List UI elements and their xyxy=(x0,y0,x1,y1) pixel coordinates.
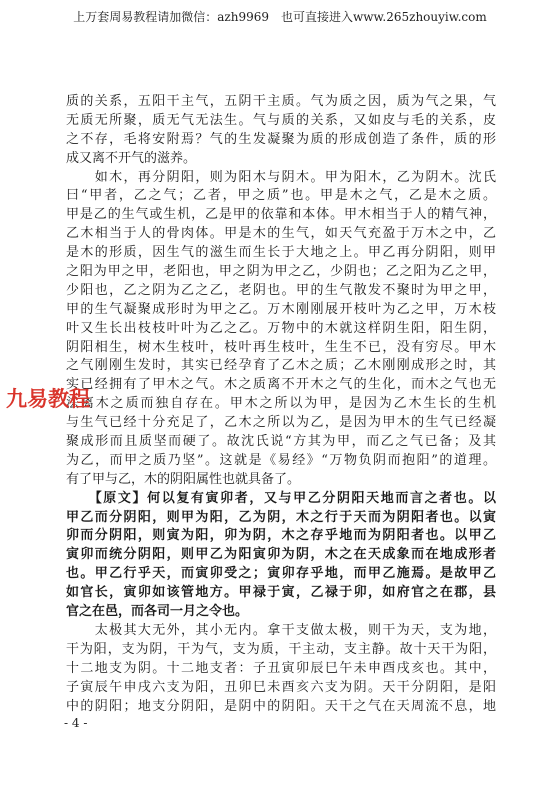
text-line: 中的阴阳；地支分阴阳，是阴中的阴阳。天干之气在天周流不息，地 xyxy=(66,698,496,714)
text-line: 甲的生气凝聚成形时为甲之乙。万木刚刚展开枝叶为乙之甲，万木枝 xyxy=(66,301,496,317)
text-line: 甲是乙的生气或生机，乙是甲的依靠和本体。甲木相当于人的精气神， xyxy=(66,207,496,223)
text-line: 子寅辰午申戌六支为阳，丑卯巳未酉亥六支为阴。天干分阴阳，是阳 xyxy=(66,679,496,695)
text-line: 十二地支为阴。十二地支者：子丑寅卯辰巳午未申酉戌亥也。其中， xyxy=(66,660,496,676)
text-line: 之不存，毛将安附焉？气的生发凝聚为质的形成创造了条件，质的形 xyxy=(66,131,496,147)
text-line: 干为阳，支为阴，干为气，支为质，干主动，支主静。故十天干为阳， xyxy=(66,641,496,657)
text-line: 太极其大无外，其小无内。拿干支做太极，则干为天，支为地， xyxy=(66,622,496,638)
text-line: 实已经拥有了甲木之气。木之质离不开木之气的生化，而木之气也无 xyxy=(66,377,496,393)
text-line: 法离木之质而独自存在。甲木之所以为甲，是因为乙木生长的生机 xyxy=(66,396,496,412)
text-line: 之气刚刚生发时，其实已经孕育了乙木之质；乙木刚刚成形之时，其 xyxy=(66,358,496,374)
text-line: 聚成形而且质坚而硬了。故沈氏说“方其为甲，而乙之气已备；及其 xyxy=(66,434,496,450)
text-line: 成又离不开气的滋养。 xyxy=(66,150,197,166)
page-number: - 4 - xyxy=(64,716,88,730)
original-text-block xyxy=(66,490,496,622)
text-line: 是木的形质，因生气的滋生而生长于大地之上。甲乙再分阴阳，则甲 xyxy=(66,245,496,261)
text-line: 曰“甲者，乙之气；乙者，甲之质”也。甲是木之气，乙是木之质。 xyxy=(66,188,496,204)
text-line: 甲乙而分阴阳，则甲为阳，乙为阴，木之行于天而为阴阳者也。以寅 xyxy=(66,509,496,525)
text-line: 寅卯而统分阴阳，则甲乙为阳寅卯为阴，木之在天成象而在地成形者 xyxy=(66,547,496,563)
text-line: 【原文】何以复有寅卯者，又与甲乙分阴阳天地而言之者也。以 xyxy=(66,490,496,506)
text-line: 与生气已经十分充足了，乙木之所以为乙，是因为甲木的生气已经凝 xyxy=(66,415,496,431)
text-line: 有了甲与乙，木的阴阳属性也就具备了。 xyxy=(66,471,301,487)
paragraph-2 xyxy=(66,169,496,490)
paragraph-4 xyxy=(66,622,496,716)
page-header: 上万套周易教程请加微信：azh9969 也可直接进入www.265zhouyiw.com xyxy=(73,10,487,24)
watermark-logo: 九易教程 xyxy=(6,387,90,411)
text-line: 如官长，寅卯如该管地方。甲禄于寅，乙禄于卯，如府官之在郡，县 xyxy=(66,585,496,601)
text-line: 之阳为甲之甲，老阳也，甲之阴为甲之乙，少阴也；乙之阳为乙之甲， xyxy=(66,264,496,280)
text-line: 也。甲乙行乎天，而寅卯受之；寅卯存乎地，而甲乙施焉。是故甲乙 xyxy=(66,566,496,582)
text-line: 卯而分阴阳，则寅为阳，卯为阴，木之存乎地而为阴阳者也。以甲乙 xyxy=(66,528,496,544)
text-line: 无质无所聚，质无气无法生。气与质的关系，又如皮与毛的关系，皮 xyxy=(66,112,496,128)
page-body xyxy=(66,93,496,716)
text-line: 阴阳相生，树木生枝叶，枝叶再生枝叶，生生不已，没有穷尽。甲木 xyxy=(66,339,496,355)
paragraph-1 xyxy=(66,93,496,169)
text-line: 官之在邑，而各司一月之令也。 xyxy=(66,604,249,620)
text-line: 叶又生长出枝枝叶叶为乙之乙。万物中的木就这样阴生阳，阳生阴， xyxy=(66,320,496,336)
text-line: 如木，再分阴阳，则为阳木与阴木。甲为阳木，乙为阴木。沈氏 xyxy=(66,169,496,185)
text-line: 少阳也，乙之阴为乙之乙，老阴也。甲的生气散发不聚时为甲之甲， xyxy=(66,282,496,298)
text-line: 质的关系，五阳干主气，五阴干主质。气为质之因，质为气之果，气 xyxy=(66,94,496,109)
text-line: 乙木相当于人的骨肉体。甲是木的生气，如天气充盈于万木之中，乙 xyxy=(66,226,496,242)
text-line: 为乙，而甲之质乃坚”。这就是《易经》“万物负阴而抱阳”的道理。 xyxy=(66,452,496,468)
